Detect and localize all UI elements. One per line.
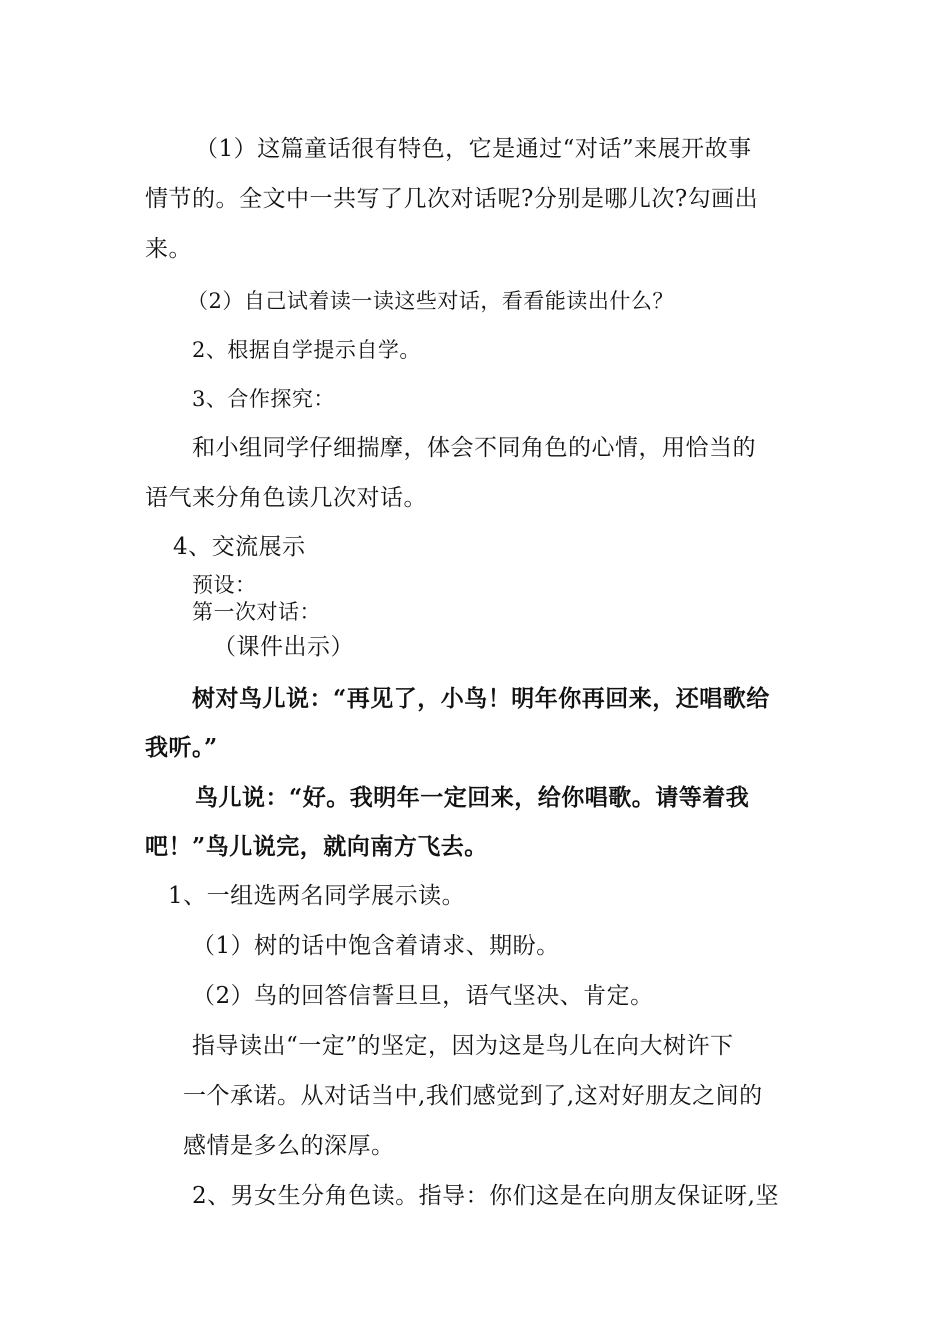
paragraph-line-17: 1、一组选两名同学展示读。 <box>168 883 466 909</box>
paragraph-line-10: 预设： <box>192 573 257 597</box>
paragraph-line-13: 树对鸟儿说：“再见了，小鸟！明年你再回来，还唱歌给 <box>192 685 770 712</box>
paragraph-line-1: （1）这篇童话很有特色，它是通过“对话”来展开故事 <box>195 136 752 162</box>
paragraph-line-9: 4、交流展示 <box>173 534 306 560</box>
paragraph-line-6: 3、合作探究： <box>192 387 335 411</box>
paragraph-line-18: （1）树的话中饱含着请求、期盼。 <box>192 933 560 959</box>
paragraph-line-8: 语气来分角色读几次对话。 <box>145 485 427 511</box>
paragraph-line-20: 指导读出“一定”的坚定，因为这是鸟儿在向大树许下 <box>192 1033 734 1059</box>
paragraph-line-21: 一个承诺。从对话当中,我们感觉到了,这对好朋友之间的 <box>183 1083 763 1109</box>
paragraph-line-23: 2、男女生分角色读。指导：你们这是在向朋友保证呀,坚 <box>192 1183 779 1209</box>
paragraph-line-7: 和小组同学仔细揣摩，体会不同角色的心情，用恰当的 <box>192 435 756 461</box>
paragraph-line-15: 鸟儿说：“好。我明年一定回来，给你唱歌。请等着我 <box>195 784 750 811</box>
paragraph-line-3: 来。 <box>145 236 192 262</box>
paragraph-line-12: （课件出示） <box>213 634 354 660</box>
paragraph-line-5: 2、根据自学提示自学。 <box>192 338 421 362</box>
paragraph-line-2: 情节的。全文中一共写了几次对话呢?分别是哪儿次?勾画出 <box>145 186 759 212</box>
paragraph-line-19: （2）鸟的回答信誓旦旦，语气坚决、肯定。 <box>192 983 654 1009</box>
paragraph-line-14: 我听。” <box>145 734 218 761</box>
paragraph-line-22: 感情是多么的深厚。 <box>183 1133 395 1159</box>
paragraph-line-11: 第一次对话： <box>192 600 321 624</box>
paragraph-line-16: 吧！”鸟儿说完，就向南方飞去。 <box>145 833 488 860</box>
paragraph-line-4: （2）自己试着读一读这些对话，看看能读出什么？ <box>187 289 674 313</box>
